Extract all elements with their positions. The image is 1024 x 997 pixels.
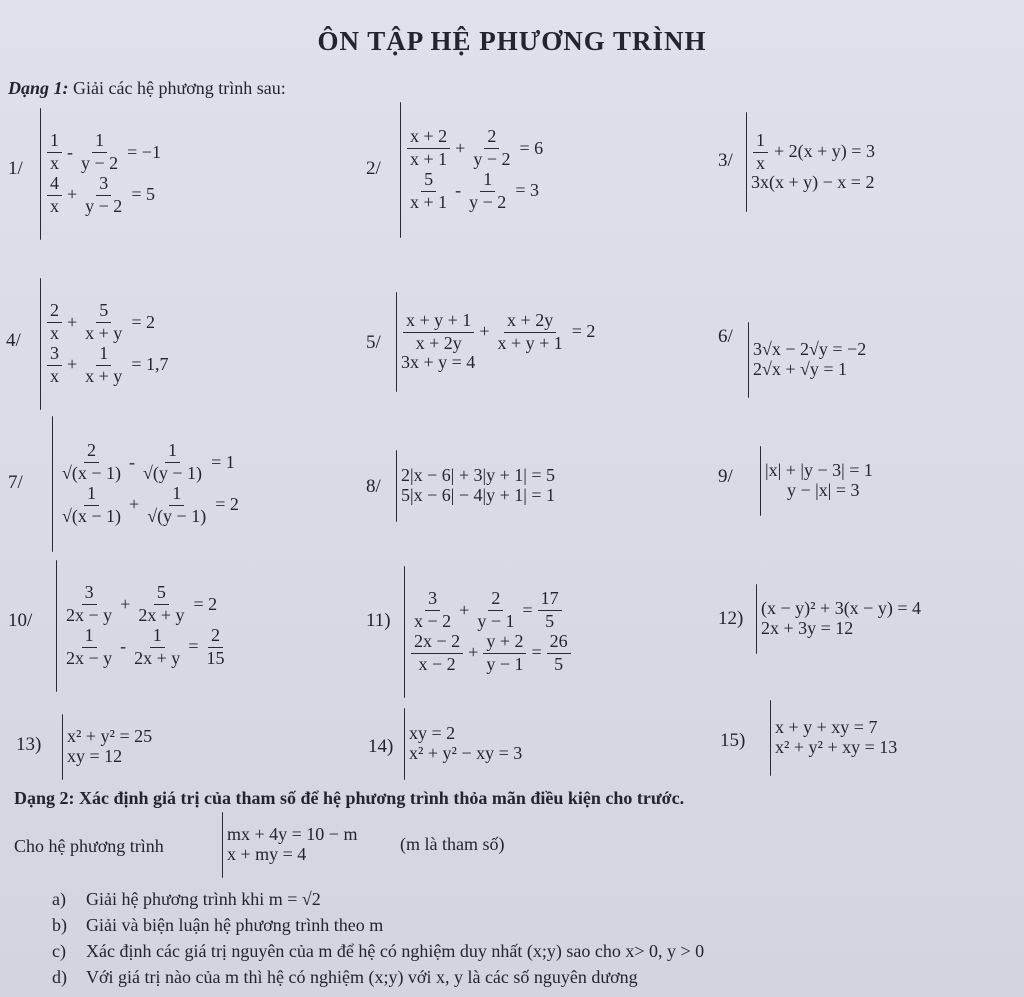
system-brace	[760, 446, 761, 516]
system-12-eq1: (x − y)² + 3(x − y) = 4	[761, 598, 921, 619]
system-2-eq1: $\frac{x + 2}{x + 1}$ + $\frac{2}{y - 2}$ = 6	[405, 127, 543, 170]
system-brace	[396, 450, 397, 522]
system-brace	[404, 566, 405, 698]
system-3	[746, 112, 875, 212]
system-10-eq2: $\frac{1}{2x - y}$ - $\frac{1}{2x + y}$ = $\frac{2}{15}$	[66, 625, 225, 668]
dang2-system	[222, 812, 357, 878]
system-15-eq2: x² + y² + xy = 13	[775, 737, 898, 757]
system-6-eq1: 3√x − 2√y = −2	[753, 339, 867, 360]
system-2	[400, 102, 543, 238]
system-7-eq2: $\frac{1}{√(x - 1)}$ + $\frac{1}{√(y - 1)}$ = 2	[62, 483, 239, 526]
system-4-number: 4/	[6, 330, 21, 351]
system-11-eq1: $\frac{3}{x - 2}$ + $\frac{2}{y - 1}$ = $\frac{17}{5}$	[409, 589, 573, 632]
system-12-eq2: 2x + 3y = 12	[761, 618, 854, 638]
system-15-eq1: x + y + xy = 7	[775, 717, 878, 738]
dang1-heading	[8, 78, 286, 99]
system-8-eq2: 5|x − 6| − 4|y + 1| = 1	[401, 485, 556, 505]
system-4	[40, 278, 168, 410]
dang1-label: Dạng 1:	[8, 78, 69, 98]
system-11	[404, 566, 573, 698]
system-brace	[400, 102, 401, 238]
system-9-eq2: y − |x| = 3	[787, 480, 860, 500]
system-1	[40, 108, 161, 240]
system-brace	[748, 322, 749, 398]
system-brace	[404, 708, 405, 780]
system-9-number: 9/	[718, 466, 733, 487]
system-brace	[746, 112, 747, 212]
dang2-intro: Cho hệ phương trình	[14, 836, 164, 856]
system-7-eq1: $\frac{2}{√(x - 1)}$ - $\frac{1}{√(y - 1)}$ = 1	[62, 440, 235, 484]
system-brace	[52, 416, 53, 552]
system-6-eq2: 2√x + √y = 1	[753, 359, 848, 379]
system-8-number: 8/	[366, 476, 381, 497]
list-item: d) Với giá trị nào của m thì hệ có nghiệm (x;y) với x, y là các số nguyên dương	[52, 967, 638, 987]
system-brace	[222, 812, 223, 878]
system-10-eq1: $\frac{3}{2x - y}$ + $\frac{5}{2x + y}$ = 2	[66, 582, 218, 626]
system-9	[760, 446, 873, 516]
system-9-eq1: |x| + |y − 3| = 1	[765, 460, 873, 481]
system-14	[404, 708, 522, 780]
system-2-eq2: $\frac{5}{x + 1}$ - $\frac{1}{y - 2}$ = 3	[410, 169, 539, 212]
system-4-eq2: $\frac{3}{x}$ + $\frac{1}{x + y}$ = 1,7	[45, 344, 168, 387]
system-5-eq2: 3x + y = 4	[401, 352, 476, 373]
system-5	[396, 292, 595, 392]
dang2-items	[52, 886, 704, 990]
dang2-note: (m là tham số)	[400, 834, 505, 854]
system-13	[62, 714, 152, 780]
system-15	[770, 700, 897, 776]
system-11-number: 11)	[366, 610, 391, 631]
system-14-eq1: xy = 2	[409, 723, 456, 744]
system-3-number: 3/	[718, 150, 733, 171]
system-13-eq2: xy = 12	[67, 746, 123, 766]
system-12	[756, 584, 921, 654]
system-brace	[56, 560, 57, 692]
system-brace	[40, 108, 41, 240]
system-brace	[770, 700, 771, 776]
page-title: ÔN TẬP HỆ PHƯƠNG TRÌNH	[317, 26, 707, 56]
system-6-number: 6/	[718, 326, 733, 347]
dang2-eq2: x + my = 4	[227, 844, 307, 864]
system-5-eq1: $\frac{x + y + 1}{x + 2y}$ + $\frac{x + 2y}{x + y + 1}$ = 2	[401, 311, 595, 354]
dang1-text: Giải các hệ phương trình sau:	[73, 78, 286, 98]
system-13-eq1: x² + y² = 25	[67, 726, 153, 747]
system-1-eq1: $\frac{1}{x}$ - $\frac{1}{y - 2}$ = −1	[45, 131, 161, 174]
dang2-eq1: mx + 4y = 10 − m	[227, 824, 358, 845]
system-1-eq2: $\frac{4}{x}$ + $\frac{3}{y - 2}$ = 5	[45, 174, 161, 217]
system-14-number: 14)	[368, 736, 394, 757]
system-11-eq2: $\frac{2x - 2}{x - 2}$ + $\frac{y + 2}{y - 1}$ = $\frac{26}{5}$	[409, 632, 573, 675]
list-item: a) Giải hệ phương trình khi m = √2	[52, 889, 321, 909]
system-15-number: 15)	[720, 730, 746, 751]
system-3-eq1: $\frac{1}{x}$ + 2(x + y) = 3	[751, 131, 875, 174]
system-4-eq1: $\frac{2}{x}$ + $\frac{5}{x + y}$ = 2	[45, 301, 168, 344]
system-brace	[396, 292, 397, 392]
system-1-number: 1/	[8, 158, 23, 179]
system-3-eq2: 3x(x + y) − x = 2	[751, 172, 875, 193]
system-8	[396, 450, 555, 522]
system-brace	[40, 278, 41, 410]
system-brace	[756, 584, 757, 654]
dang2-heading: Dạng 2: Xác định giá trị của tham số để hệ phương trình thỏa mãn điều kiện cho trước.	[14, 788, 685, 808]
system-brace	[62, 714, 63, 780]
system-2-number: 2/	[366, 158, 381, 179]
system-14-eq2: x² + y² − xy = 3	[409, 743, 523, 763]
list-item: b) Giải và biện luận hệ phương trình theo m	[52, 915, 384, 935]
system-5-number: 5/	[366, 332, 381, 353]
system-13-number: 13)	[16, 734, 42, 755]
list-item: c) Xác định các giá trị nguyên của m để hệ có nghiệm duy nhất (x;y) sao cho x> 0, y > 0	[52, 941, 705, 961]
system-10-number: 10/	[8, 610, 33, 631]
system-12-number: 12)	[718, 608, 744, 629]
system-8-eq1: 2|x − 6| + 3|y + 1| = 5	[401, 465, 556, 486]
system-10	[56, 560, 229, 692]
system-7-number: 7/	[8, 472, 23, 493]
system-6	[748, 322, 866, 398]
system-7	[52, 416, 239, 552]
